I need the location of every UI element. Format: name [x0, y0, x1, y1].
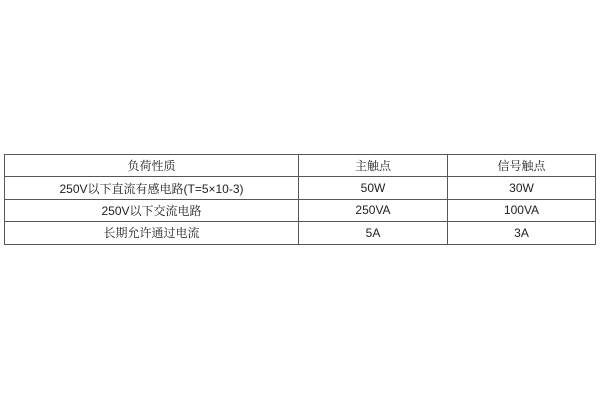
column-header-signal-contact: 信号触点 — [448, 155, 596, 177]
table-header-row — [5, 155, 596, 177]
cell-load-type-dc-inductive: 250V以下直流有感电路(T=5×10-3) — [5, 177, 299, 199]
column-header-load-nature: 负荷性质 — [5, 155, 299, 177]
cell-signal-contact-dc-rating: 30W — [448, 177, 596, 199]
cell-load-type-continuous-current: 长期允许通过电流 — [5, 222, 299, 244]
table-row — [5, 177, 596, 199]
column-header-main-contact: 主触点 — [299, 155, 448, 177]
cell-main-contact-dc-rating: 50W — [299, 177, 448, 199]
cell-signal-contact-ac-rating: 100VA — [448, 199, 596, 221]
table-row — [5, 199, 596, 221]
cell-load-type-ac-circuit: 250V以下交流电路 — [5, 199, 299, 221]
cell-main-contact-current-rating: 5A — [299, 222, 448, 244]
table-row — [5, 222, 596, 244]
contact-load-spec-table — [4, 154, 596, 245]
cell-main-contact-ac-rating: 250VA — [299, 199, 448, 221]
cell-signal-contact-current-rating: 3A — [448, 222, 596, 244]
